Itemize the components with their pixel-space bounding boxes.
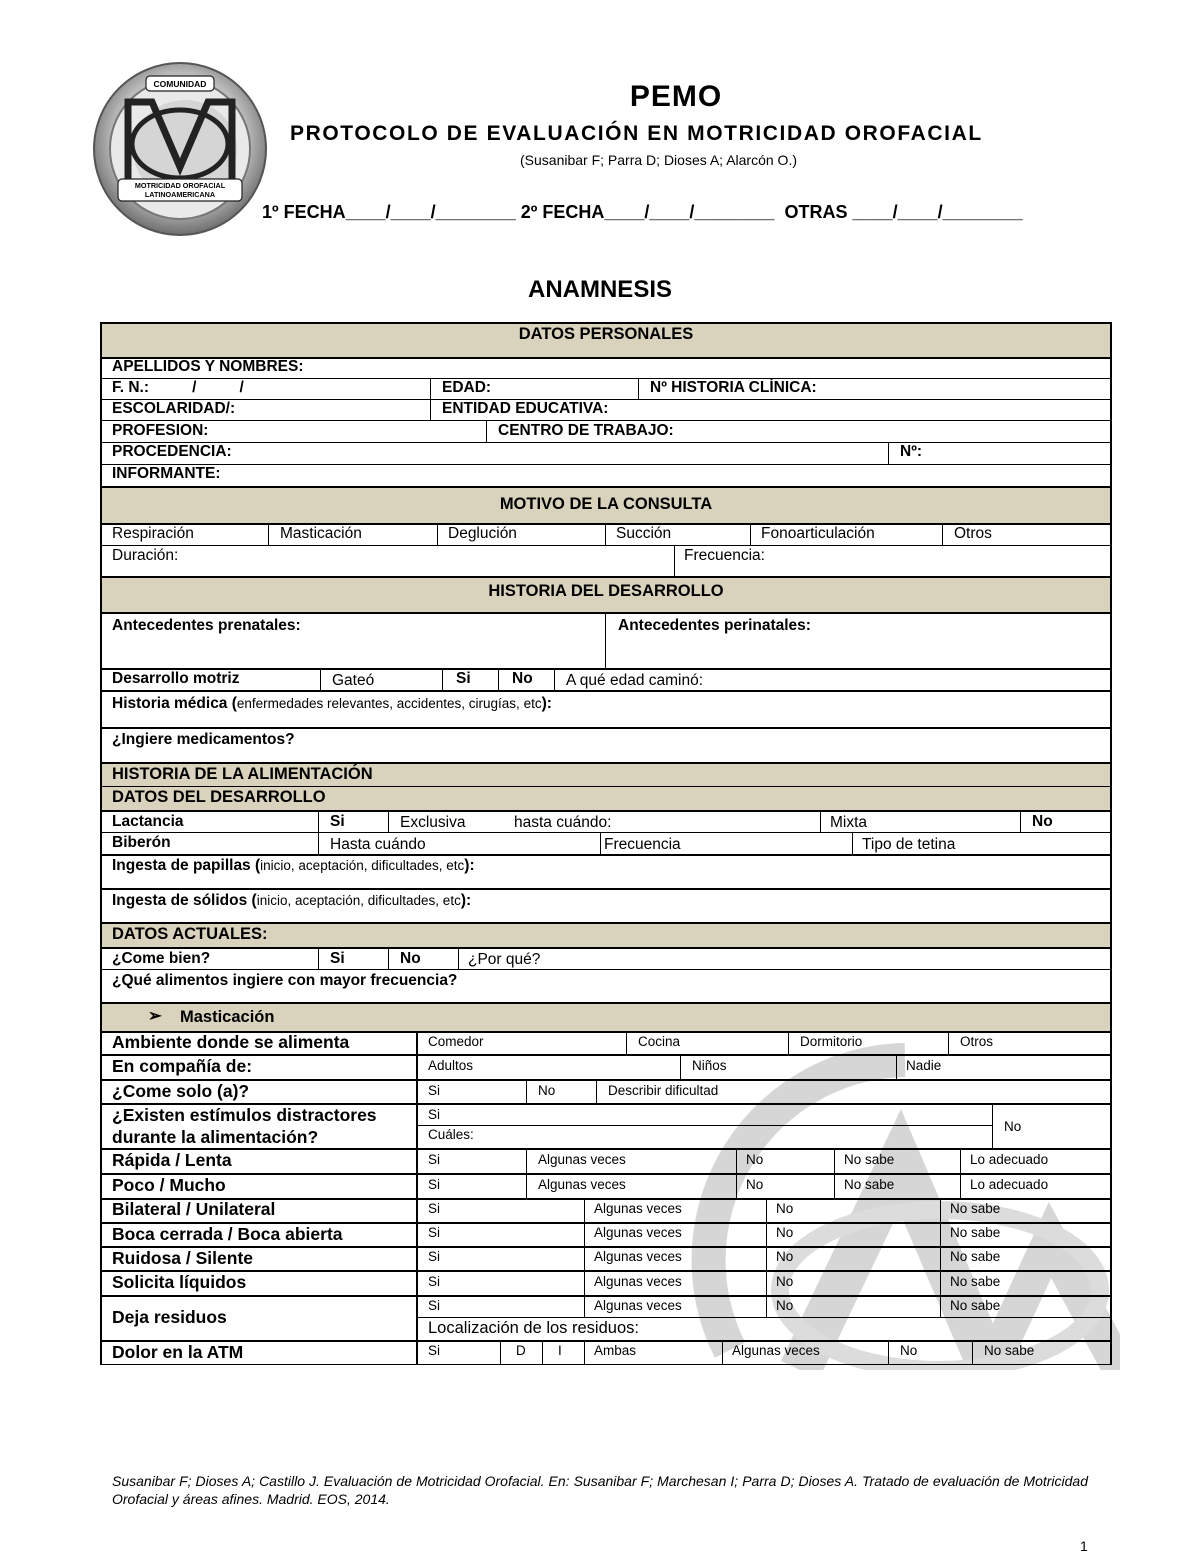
lactancia-label: Lactancia	[112, 813, 184, 830]
entidad-educativa-field[interactable]: ENTIDAD EDUCATIVA:	[442, 400, 609, 417]
gateo-no[interactable]: No	[512, 670, 533, 687]
liquidos-si[interactable]: Si	[428, 1274, 441, 1289]
boca-no-sabe[interactable]: No sabe	[950, 1225, 1001, 1240]
come-bien-si[interactable]: Si	[330, 950, 345, 967]
datos-personales-header: DATOS PERSONALES	[518, 325, 694, 343]
document-title: PEMO	[629, 80, 723, 113]
liquidos-no-sabe[interactable]: No sabe	[950, 1274, 1001, 1289]
compania-label: En compañía de:	[112, 1056, 253, 1076]
rapida-si[interactable]: Si	[428, 1152, 441, 1167]
alimentos-frecuentes-field[interactable]: ¿Qué alimentos ingiere con mayor frecuencia?	[112, 972, 458, 989]
frecuencia-field[interactable]: Frecuencia:	[684, 547, 765, 564]
escolaridad-field[interactable]: ESCOLARIDAD/:	[112, 400, 236, 417]
motivo-deglucion[interactable]: Deglución	[448, 525, 517, 542]
footer-citation: Susanibar F; Dioses A; Castillo J. Evaluación de Motricidad Orofacial. En: Susanibar F; Marchesan I; Parra D; Dioses A. Tratado de evaluación de Motricidad Orofacial y áreas afines. Madrid. EOS, 2014.	[112, 1473, 1088, 1507]
anamnesis-form	[100, 322, 1112, 1365]
date-fields[interactable]: 1º FECHA____/____/________ 2º FECHA____/____/________ OTRAS ____/____/________	[262, 202, 1023, 222]
atm-i[interactable]: I	[558, 1343, 562, 1358]
estimulos-si[interactable]: Si	[428, 1107, 441, 1122]
lactancia-exclusiva[interactable]: Exclusiva	[400, 814, 466, 831]
ambiente-comedor[interactable]: Comedor	[428, 1034, 484, 1049]
atm-ambas[interactable]: Ambas	[594, 1343, 637, 1358]
profesion-field[interactable]: PROFESION:	[112, 422, 209, 439]
historia-medica-field[interactable]: Historia médica (enfermedades relevantes, accidentes, cirugías, etc):	[112, 695, 552, 712]
residuos-algunas[interactable]: Algunas veces	[594, 1298, 682, 1313]
atm-no-sabe[interactable]: No sabe	[984, 1343, 1035, 1358]
biberon-tetina[interactable]: Tipo de tetina	[862, 836, 956, 853]
ruidosa-no-sabe[interactable]: No sabe	[950, 1249, 1001, 1264]
historia-desarrollo-header: HISTORIA DEL DESARROLLO	[488, 582, 724, 600]
historia-alimentacion-header: HISTORIA DE LA ALIMENTACIÓN	[112, 765, 373, 783]
por-que-field[interactable]: ¿Por qué?	[468, 951, 541, 968]
ruidosa-no[interactable]: No	[776, 1249, 794, 1264]
svg-text:MOTRICIDAD OROFACIAL: MOTRICIDAD OROFACIAL	[134, 181, 226, 190]
motivo-otros[interactable]: Otros	[954, 525, 992, 542]
motivo-respiracion[interactable]: Respiración	[112, 525, 194, 542]
come-solo-si[interactable]: Si	[428, 1083, 441, 1098]
svg-text:LATINOAMERICANA: LATINOAMERICANA	[144, 190, 216, 199]
atm-no[interactable]: No	[900, 1343, 918, 1358]
edad-camino-field[interactable]: A qué edad caminó:	[566, 672, 704, 689]
estimulos-no[interactable]: No	[1004, 1119, 1022, 1134]
ruidosa-label: Ruidosa / Silente	[112, 1248, 253, 1268]
biberon-frecuencia[interactable]: Frecuencia	[604, 836, 681, 853]
describir-dificultad[interactable]: Describir dificultad	[608, 1083, 719, 1098]
bilateral-algunas[interactable]: Algunas veces	[594, 1201, 682, 1216]
apellidos-field[interactable]: APELLIDOS Y NOMBRES:	[112, 358, 304, 375]
datos-desarrollo-header: DATOS DEL DESARROLLO	[112, 788, 326, 806]
rapida-no[interactable]: No	[746, 1152, 764, 1167]
liquidos-label: Solicita líquidos	[112, 1272, 247, 1292]
motivo-fonoarticulacion[interactable]: Fonoarticulación	[761, 525, 875, 542]
compania-adultos[interactable]: Adultos	[428, 1058, 474, 1073]
svg-text:COMUNIDAD: COMUNIDAD	[153, 79, 207, 89]
lactancia-no[interactable]: No	[1032, 813, 1053, 830]
rapida-algunas[interactable]: Algunas veces	[538, 1152, 626, 1167]
datos-actuales-header: DATOS ACTUALES:	[112, 925, 268, 943]
masticacion-header: Masticación	[180, 1008, 275, 1026]
rapida-lenta-label: Rápida / Lenta	[112, 1150, 232, 1170]
motivo-masticacion[interactable]: Masticación	[280, 525, 362, 542]
boca-no[interactable]: No	[776, 1225, 794, 1240]
motivo-header: MOTIVO DE LA CONSULTA	[499, 495, 713, 513]
duracion-field[interactable]: Duración:	[112, 547, 179, 564]
ambiente-dormitorio[interactable]: Dormitorio	[800, 1034, 863, 1049]
document-subtitle: PROTOCOLO DE EVALUACIÓN EN MOTRICIDAD OROFACIAL	[290, 122, 983, 145]
estimulos-label-2: durante la alimentación?	[112, 1127, 319, 1147]
edad-field[interactable]: EDAD:	[442, 379, 492, 396]
ingesta-papillas-field[interactable]: Ingesta de papillas (inicio, aceptación, dificultades, etc):	[112, 857, 475, 874]
biberon-label: Biberón	[112, 834, 171, 851]
bilateral-no-sabe[interactable]: No sabe	[950, 1201, 1001, 1216]
ingesta-solidos-field[interactable]: Ingesta de sólidos (inicio, aceptación, dificultades, etc):	[112, 892, 472, 909]
estimulos-label-1: ¿Existen estímulos distractores	[112, 1105, 377, 1125]
come-solo-label: ¿Come solo (a)?	[112, 1081, 250, 1101]
lactancia-mixta[interactable]: Mixta	[830, 814, 868, 831]
boca-algunas[interactable]: Algunas veces	[594, 1225, 682, 1240]
fecha-nacimiento-field[interactable]: F. N.: / /	[112, 379, 244, 396]
historia-clinica-field[interactable]: Nº HISTORIA CLÍNICA:	[650, 379, 817, 396]
localizacion-residuos-field[interactable]: Localización de los residuos:	[428, 1319, 639, 1337]
bilateral-no[interactable]: No	[776, 1201, 794, 1216]
poco-no-sabe[interactable]: No sabe	[844, 1177, 895, 1192]
compania-ninos[interactable]: Niños	[692, 1058, 727, 1073]
atm-d[interactable]: D	[516, 1343, 526, 1358]
rapida-adecuado[interactable]: Lo adecuado	[970, 1152, 1049, 1167]
desarrollo-motriz-label: Desarrollo motriz	[112, 670, 240, 687]
ruidosa-si[interactable]: Si	[428, 1249, 441, 1264]
ambiente-cocina[interactable]: Cocina	[638, 1034, 681, 1049]
lactancia-si[interactable]: Si	[330, 813, 345, 830]
antecedentes-prenatales[interactable]: Antecedentes prenatales:	[112, 617, 301, 634]
poco-mucho-label: Poco / Mucho	[112, 1175, 226, 1195]
come-bien-no[interactable]: No	[400, 950, 421, 967]
atm-algunas[interactable]: Algunas veces	[732, 1343, 820, 1358]
come-bien-label: ¿Come bien?	[112, 950, 211, 967]
ambiente-otros[interactable]: Otros	[960, 1034, 994, 1049]
bilateral-label: Bilateral / Unilateral	[112, 1199, 276, 1219]
liquidos-algunas[interactable]: Algunas veces	[594, 1274, 682, 1289]
centro-trabajo-field[interactable]: CENTRO DE TRABAJO:	[498, 422, 674, 439]
biberon-hasta-cuando[interactable]: Hasta cuándo	[330, 836, 426, 853]
lactancia-hasta-cuando[interactable]: hasta cuándo:	[514, 814, 612, 831]
poco-no[interactable]: No	[746, 1177, 764, 1192]
section-title: ANAMNESIS	[527, 276, 672, 303]
gateo-si[interactable]: Si	[456, 670, 471, 687]
poco-si[interactable]: Si	[428, 1177, 441, 1192]
residuos-no[interactable]: No	[776, 1298, 794, 1313]
procedencia-field[interactable]: PROCEDENCIA:	[112, 443, 232, 460]
compania-nadie[interactable]: Nadie	[906, 1058, 942, 1073]
atm-si[interactable]: Si	[428, 1343, 441, 1358]
rapida-no-sabe[interactable]: No sabe	[844, 1152, 895, 1167]
liquidos-no[interactable]: No	[776, 1274, 794, 1289]
residuos-no-sabe[interactable]: No sabe	[950, 1298, 1001, 1313]
page-number: 1	[1080, 1538, 1088, 1554]
boca-si[interactable]: Si	[428, 1225, 441, 1240]
boca-label: Boca cerrada / Boca abierta	[112, 1224, 343, 1244]
medicamentos-field[interactable]: ¿Ingiere medicamentos?	[112, 731, 295, 748]
residuos-si[interactable]: Si	[428, 1298, 441, 1313]
ambiente-label: Ambiente donde se alimenta	[112, 1032, 350, 1052]
come-solo-no[interactable]: No	[538, 1083, 556, 1098]
poco-adecuado[interactable]: Lo adecuado	[970, 1177, 1049, 1192]
poco-algunas[interactable]: Algunas veces	[538, 1177, 626, 1192]
ruidosa-algunas[interactable]: Algunas veces	[594, 1249, 682, 1264]
authors: (Susanibar F; Parra D; Dioses A; Alarcón O.)	[520, 152, 797, 168]
numero-field[interactable]: Nº:	[900, 443, 923, 460]
motivo-succion[interactable]: Succión	[616, 525, 672, 542]
residuos-label: Deja residuos	[112, 1307, 227, 1327]
gateo-option[interactable]: Gateó	[332, 672, 375, 689]
antecedentes-perinatales[interactable]: Antecedentes perinatales:	[618, 617, 811, 634]
masticacion-bullet-icon: ➢	[148, 1007, 162, 1025]
atm-label: Dolor en la ATM	[112, 1342, 244, 1362]
informante-field[interactable]: INFORMANTE:	[112, 465, 221, 482]
bilateral-si[interactable]: Si	[428, 1201, 441, 1216]
estimulos-cuales[interactable]: Cuáles:	[428, 1127, 474, 1142]
